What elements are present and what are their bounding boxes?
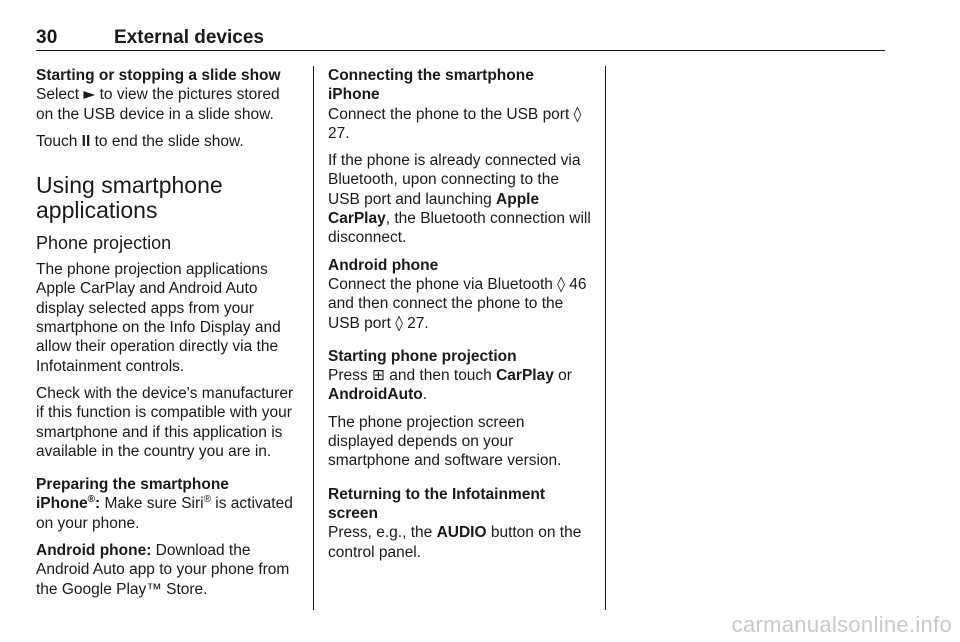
slideshow-paragraph-1: Select ► to view the pictures stored on the USB device in a slide show. — [36, 85, 280, 123]
home-grid-icon: ⊞ — [371, 366, 385, 385]
page-number: 30 — [36, 27, 58, 48]
returning-paragraph: Press, e.g., the AUDIO button on the control panel. — [328, 524, 582, 561]
page-header — [36, 28, 885, 51]
page-ref-arrow-icon: ◊ — [573, 104, 582, 123]
preparing-heading: Preparing the smartphone — [36, 476, 229, 494]
column-divider-1 — [313, 66, 314, 610]
column-divider-2 — [605, 66, 606, 610]
projection-paragraph-2: Check with the device's manufacturer if this function is compatible with your smartphone and if this application is available in the country you are in. — [36, 384, 294, 460]
android-heading: Android phone — [328, 256, 439, 274]
pause-icon: II — [81, 132, 91, 150]
starting-projection-heading: Starting phone projection — [328, 347, 517, 365]
iphone-heading: iPhone — [328, 86, 380, 104]
android-note: Android phone: Download the Android Auto app to your phone from the Google Play™ Store. — [36, 542, 290, 598]
column-left — [36, 66, 300, 607]
iphone-paragraph-1: Connect the phone to the USB port ◊ 27. — [328, 104, 582, 142]
play-icon: ► — [83, 85, 96, 104]
slideshow-heading: Starting or stopping a slide show — [36, 67, 281, 84]
connecting-heading: Connecting the smartphone — [328, 67, 534, 84]
slideshow-paragraph-2: Touch II to end the slide show. — [36, 132, 244, 150]
iphone-note: iPhone®: Make sure Siri® is activated on your phone. — [36, 494, 293, 532]
page-ref-arrow-icon: ◊ — [557, 274, 565, 293]
iphone-paragraph-2: If the phone is already connected via Bluetooth, upon connecting to the USB port and launching Apple CarPlay, the Bluetooth connection will disconnect. — [328, 152, 591, 247]
chapter-heading: Using smartphone applications — [36, 172, 223, 224]
column-middle — [328, 66, 592, 570]
starting-paragraph-1: Press ⊞ and then touch CarPlay or AndroidAuto. — [328, 366, 572, 404]
projection-paragraph-1: The phone projection applications Apple CarPlay and Android Auto display selected apps from your smartphone on the Info Display and allow their operation directly via the Infotainment controls. — [36, 261, 281, 375]
watermark: carmanualsonline.info — [731, 612, 952, 637]
section-title: External devices — [114, 27, 264, 48]
starting-paragraph-2: The phone projection screen displayed depends on your smartphone and software version. — [328, 413, 562, 470]
page-ref-arrow-icon: ◊ — [395, 313, 403, 332]
android-paragraph: Connect the phone via Bluetooth ◊ 46 and then connect the phone to the USB port ◊ 27. — [328, 274, 587, 332]
section-heading: Phone projection — [36, 233, 172, 254]
returning-heading: Returning to the Infotainment screen — [328, 485, 545, 522]
